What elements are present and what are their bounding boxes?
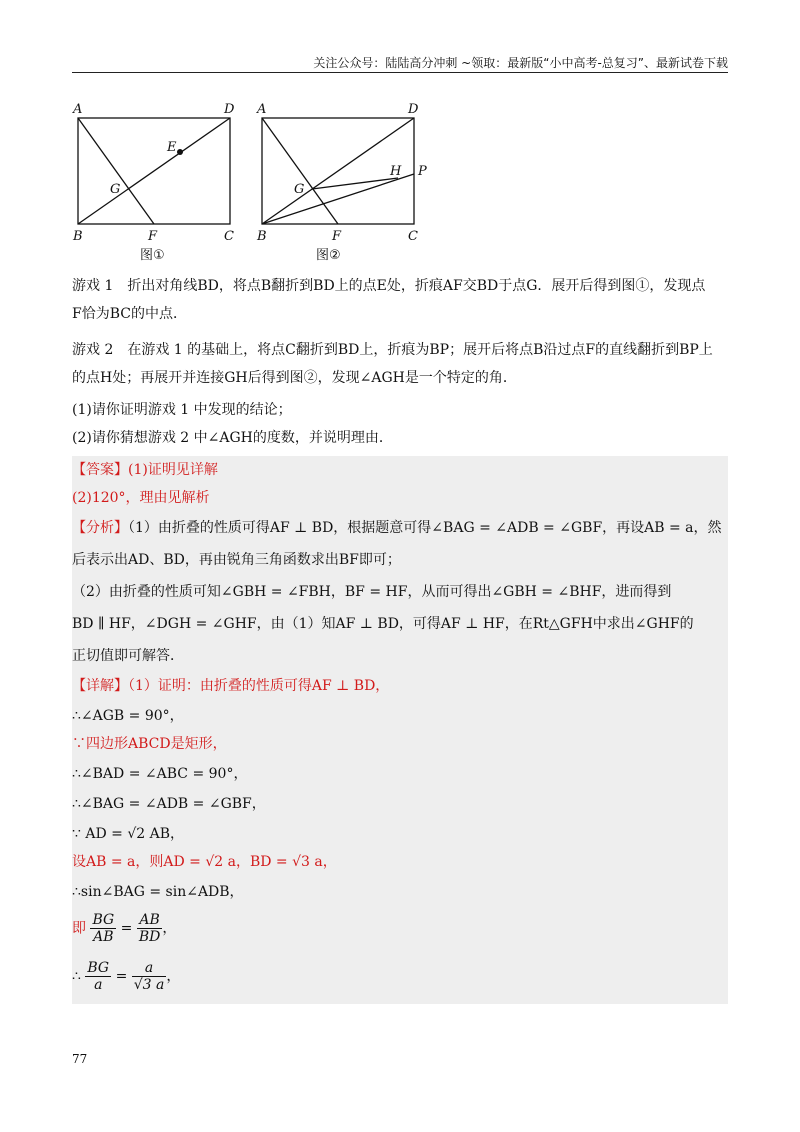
detail-line1 [72,676,389,696]
fig2-line-bp [262,174,414,224]
step8-prefix: 即 [72,920,86,937]
page-header: 关注公众号：陆陆高分冲刺 ~领取：最新版“小中高考-总复习”、最新试卷下载 [313,56,728,70]
fig1-label-c: C [224,229,234,244]
fig2-line-af [262,118,338,224]
page-number: 77 [72,1052,88,1066]
equals-sign-2: = [115,968,128,985]
fig1-line-bd [78,118,230,224]
fig1-label-d: D [224,102,235,117]
step-3: ∴∠BAD = ∠ABC = 90°， [72,766,248,782]
game1-line2: F恰为BC的中点． [72,306,187,322]
analysis-3: （2）由折叠的性质可知∠GBH = ∠FBH，BF = HF，从而可得出∠GBH = ∠BHF，进而得到 [72,584,672,600]
detail-tag: 【详解】 [72,678,128,694]
frac3-numerator: BG [87,960,110,976]
figure-1 [78,118,230,224]
frac3-denominator: a [94,977,103,993]
analysis-4: BD ∥ HF，∠DGH = ∠GHF，由（1）知AF ⊥ BD，可得AF ⊥ HF，在Rt△GFH中求出∠GHF的 [72,616,694,632]
analysis-1: （1）由折叠的性质可得AF ⊥ BD，根据题意可得∠BAG = ∠ADB = ∠GBF，再设AB = a，然 [128,520,722,536]
frac1-denominator: AB [93,929,114,945]
fig2-label-f: F [332,229,342,244]
game2-line2: 的点H处；再展开并连接GH后得到图②，发现∠AGH是一个特定的角． [72,370,517,386]
frac2-numerator: AB [137,912,163,929]
comma: ， [162,920,177,937]
step-7: ∴sin∠BAG = sin∠ADB， [72,884,244,900]
fig2-caption: 图② [316,248,341,263]
answer-1: (1)证明见详解 [128,462,218,478]
analysis-2: 后表示出AD、BD，再由锐角三角函数求出BF即可； [72,552,401,568]
fig2-label-h: H [390,164,402,179]
analysis-5: 正切值即可解答． [72,648,184,664]
fig1-caption: 图① [140,248,165,263]
fig2-label-g: G [294,182,305,197]
frac4-denominator: √3 a [133,977,165,993]
equals-sign: = [120,920,133,937]
fig2-label-d: D [408,102,419,117]
game2-line1: 游戏 2 在游戏 1 的基础上，将点C翻折到BD上，折痕为BP；展开后将点B沿过点F的直线翻折到BP上 [72,342,713,358]
fig2-label-c: C [408,229,418,244]
fig2-label-b: B [257,229,267,244]
header-rule [72,72,728,73]
detail-1: （1）证明：由折叠的性质可得AF ⊥ BD， [128,678,390,694]
game1-line1: 游戏 1 折出对角线BD，将点B翻折到BD上的点E处，折痕AF交BD于点G．展开后得到图①，发现点 [72,278,706,294]
comma-2: ， [166,968,181,985]
fig1-label-e: E [167,140,177,155]
question-2: (2)请你猜想游戏 2 中∠AGH的度数，并说明理由． [72,430,393,446]
fraction-ab-bd [137,912,163,945]
analysis-line1 [72,518,722,538]
answer-2: (2)120°，理由见解析 [72,490,210,506]
step-8 [72,912,176,945]
frac4-numerator: a [132,960,167,977]
fig1-label-f: F [148,229,158,244]
answer-line1 [72,460,218,480]
step9-prefix: ∴ [72,968,81,985]
step-2: ∵四边形ABCD是矩形， [72,736,227,752]
answer-tag: 【答案】 [72,462,128,478]
step-5: ∵ AD = √2 AB， [72,826,184,842]
question-1: (1)请你证明游戏 1 中发现的结论； [72,402,292,418]
fig1-point-e [177,149,183,155]
fig2-label-a: A [257,102,267,117]
fig1-label-g: G [110,182,121,197]
step-6: 设AB = a，则AD = √2 a，BD = √3 a， [72,854,337,870]
fraction-a-sqrt3a [132,960,167,993]
frac1-numerator: BG [92,912,115,928]
fig1-label-b: B [73,229,83,244]
figure-diagrams [70,96,470,266]
fig2-label-p: P [418,164,427,179]
frac2-denominator: BD [138,929,161,945]
fig1-line-af [78,118,154,224]
step-4: ∴∠BAG = ∠ADB = ∠GBF， [72,796,266,812]
step-1: ∴∠AGB = 90°， [72,708,184,724]
fraction-bg-ab [90,912,116,945]
figures [70,96,470,266]
fig1-label-a: A [73,102,83,117]
fraction-bg-a [85,960,111,993]
step-9 [72,960,180,993]
analysis-tag: 【分析】 [72,520,128,536]
